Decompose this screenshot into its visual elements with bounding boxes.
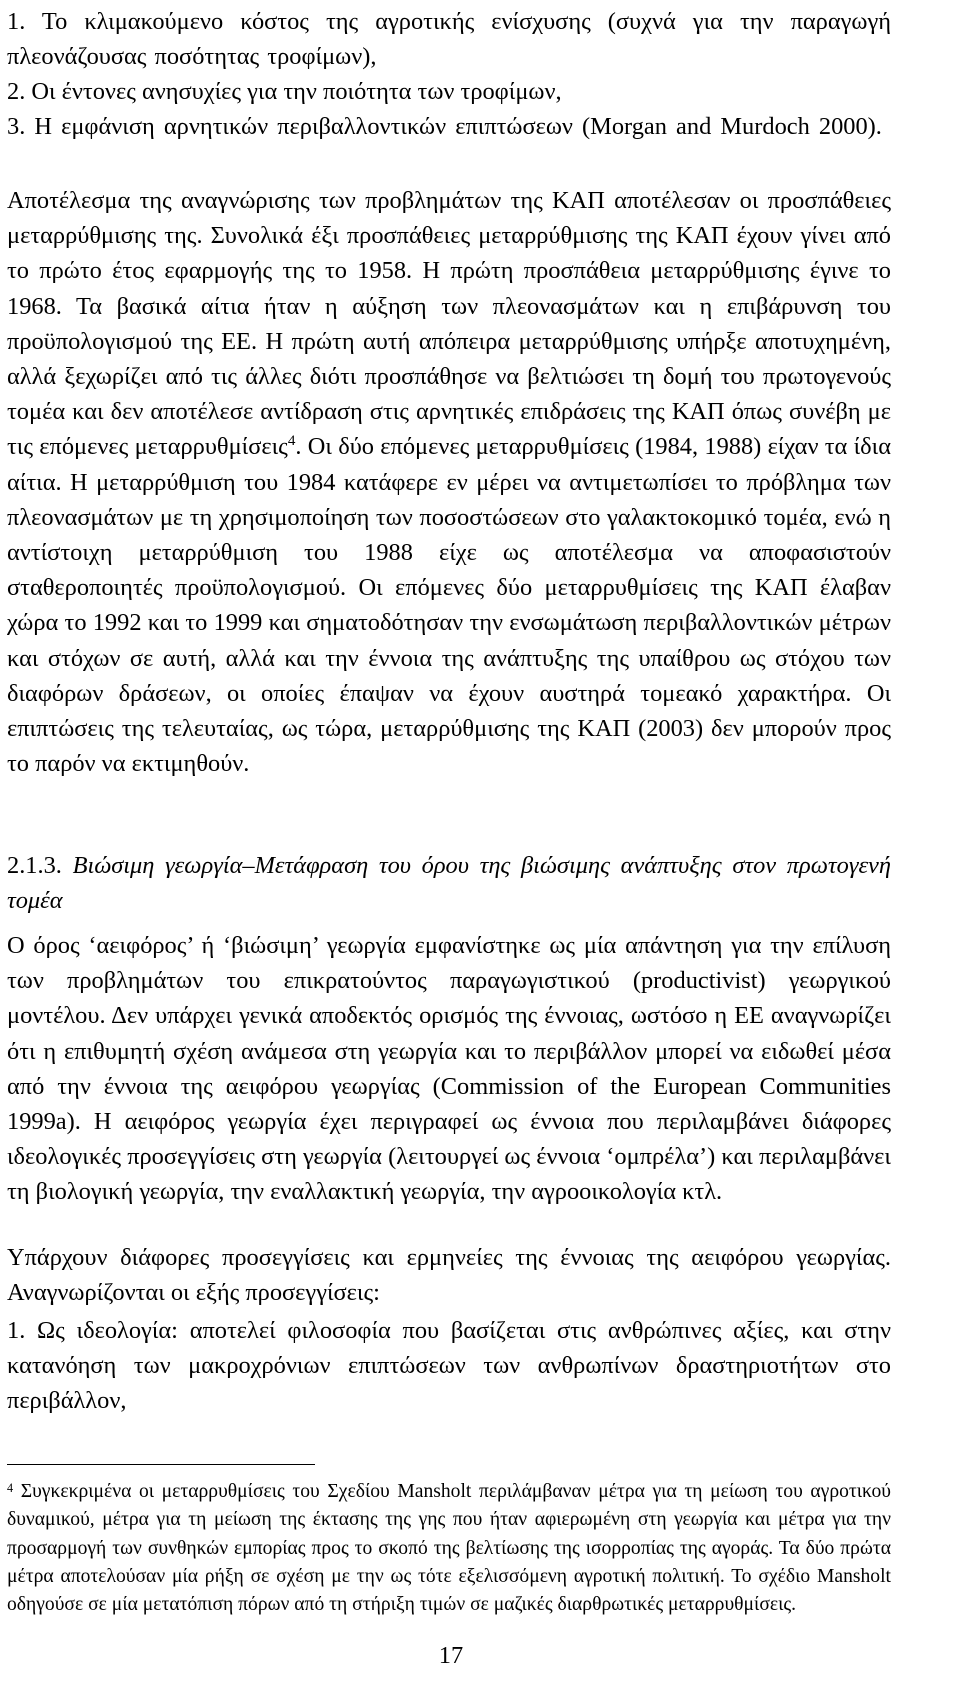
- paragraph: Ο όρος ‘αειφόρος’ ή ‘βιώσιμη’ γεωργία εμφανίστηκε ως μία απάντηση για την επίλυση των προβλημάτων του επικρατούντος παραγωγιστικού (productivist) γεωργικού μοντέλου. Δεν υπάρχει γενικά αποδεκτός ορισμός της έννοιας, ωστόσο η ΕΕ αναγνωρίζει ότι η επιθυμητή σχέση ανάμεσα στη γεωργία και το περιβάλλον μπορεί να ειδωθεί μέσα από την έννοια της αειφόρου γεωργίας (Commission of the European Communities 1999a). Η αειφόρος γεωργία έχει περιγραφεί ως έννοια που περιλαμβάνει διάφορες ιδεολογικές προσεγγίσεις στη γεωργία (λειτουργεί ως έννοια ‘ομπρέλα’) και περιλαμβάνει τη βιολογική γεωργία, την εναλλακτική γεωργία, την αγροοικολογία κτλ.: [7, 932, 891, 1206]
- section-number: 2.1.3.: [7, 852, 62, 879]
- footnote-marker: 4: [7, 1481, 14, 1495]
- section-heading: [7, 848, 891, 918]
- page-number: 17: [438, 1642, 464, 1669]
- paragraph-text: Αποτέλεσμα της αναγνώρισης των προβλημάτων της ΚΑΠ αποτέλεσαν οι προσπάθειες μεταρρύθμισης της. Συνολικά έξι προσπάθειες μεταρρύθμισης της ΚΑΠ έχουν γίνει από το πρώτο έτος εφαρμογής της το 1958. Η πρώτη προσπάθεια μεταρρύθμισης έγινε το 1968. Τα βασικά αίτια ήταν η αύξηση των πλεονασμάτων και η επιβάρυνση του προϋπολογισμού της ΕΕ. Η πρώτη αυτή απόπειρα μεταρρύθμισης υπήρξε αποτυχημένη, αλλά ξεχωρίζει από τις άλλες διότι προσπάθησε να βελτιώσει τη δομή του πρωτογενούς τομέα και δεν αποτέλεσε αντίδραση στις αρνητικές επιδράσεις της ΚΑΠ όπως συνέβη με τις επόμενες μεταρρυθμίσεις: [7, 187, 891, 461]
- section-title: Βιώσιμη γεωργία–Μετάφραση του όρου της βιώσιμης ανάπτυξης στον πρωτογενή τομέα: [7, 852, 891, 914]
- footnote-separator: [7, 1464, 315, 1465]
- paragraph-text: . Οι δύο επόμενες μεταρρυθμίσεις (1984, 1988) είχαν τα ίδια αίτια. Η μεταρρύθμιση του 1984 κατάφερε εν μέρει να αντιμετωπίσει το πρόβλημα των πλεονασμάτων με τη χρησιμοποίηση των ποσοστώσεων στο γαλακτοκομικό τομέα, ενώ η αντίστοιχη μεταρρύθμιση του 1988 είχε ως αποτέλεσμα να αποφασιστούν σταθεροποιητές προϋπολογισμού. Οι επόμενες δύο μεταρρυθμίσεις της ΚΑΠ έλαβαν χώρα το 1992 και το 1999 και σηματοδότησαν την ενσωμάτωση περιβαλλοντικών μέτρων και στόχων σε αυτή, αλλά και την έννοια της ανάπτυξης της υπαίθρου ως στόχου των διαφόρων δράσεων, οι οποίες έπαψαν να έχουν αυστηρά τομεακό χαρακτήρα. Οι επιπτώσεις της τελευταίας, ως τώρα, μεταρρύθμισης της ΚΑΠ (2003) δεν μπορούν προς το παρόν να εκτιμηθούν.: [7, 433, 892, 778]
- footnote: [7, 1478, 891, 1619]
- list-item: 2. Οι έντονες ανησυχίες για την ποιότητα των τροφίμων,: [7, 78, 562, 105]
- footnote-text: Συγκεκριμένα οι μεταρρυθμίσεις του Σχεδίου Mansholt περιλάμβαναν μέτρα για τη μείωση του αγροτικού δυναμικού, μέτρα για τη μείωση της έκτασης της γης που ήταν αφιερωμένη στη γεωργία και μέτρα για την προσαρμογή των συνθηκών εμπορίας προς το σκοπό της βελτίωσης της ισορροπίας της αγοράς. Τα δύο πρώτα μέτρα αποτελούσαν μία ρήξη σε σχέση με την ως τότε εξελισσόμενη αγροτική πολιτική. Το σχέδιο Mansholt οδηγούσε σε μία μετατόπιση πόρων από τη στήριξη τιμών σε μαζικές διαρθρωτικές μεταρρυθμίσεις.: [7, 1481, 891, 1616]
- footnote-reference[interactable]: 4: [287, 433, 296, 450]
- list-item: 3. Η εμφάνιση αρνητικών περιβαλλοντικών επιπτώσεων (Morgan and Murdoch 2000).: [7, 113, 882, 140]
- paragraph: [7, 183, 891, 781]
- list-item: 1. Το κλιμακούμενο κόστος της αγροτικής ενίσχυσης (συχνά για την παραγωγή πλεονάζουσας ποσότητας τροφίμων),: [7, 8, 891, 70]
- paragraph: Υπάρχουν διάφορες προσεγγίσεις και ερμηνείες της έννοιας της αειφόρου γεωργίας. Αναγνωρίζονται οι εξής προσεγγίσεις:: [7, 1244, 891, 1307]
- list-item: 1. Ως ιδεολογία: αποτελεί φιλοσοφία που βασίζεται στις ανθρώπινες αξίες, και στην κατανόηση των μακροχρόνιων επιπτώσεων των ανθρωπίνων δραστηριοτήτων στο περιβάλλον,: [7, 1317, 891, 1415]
